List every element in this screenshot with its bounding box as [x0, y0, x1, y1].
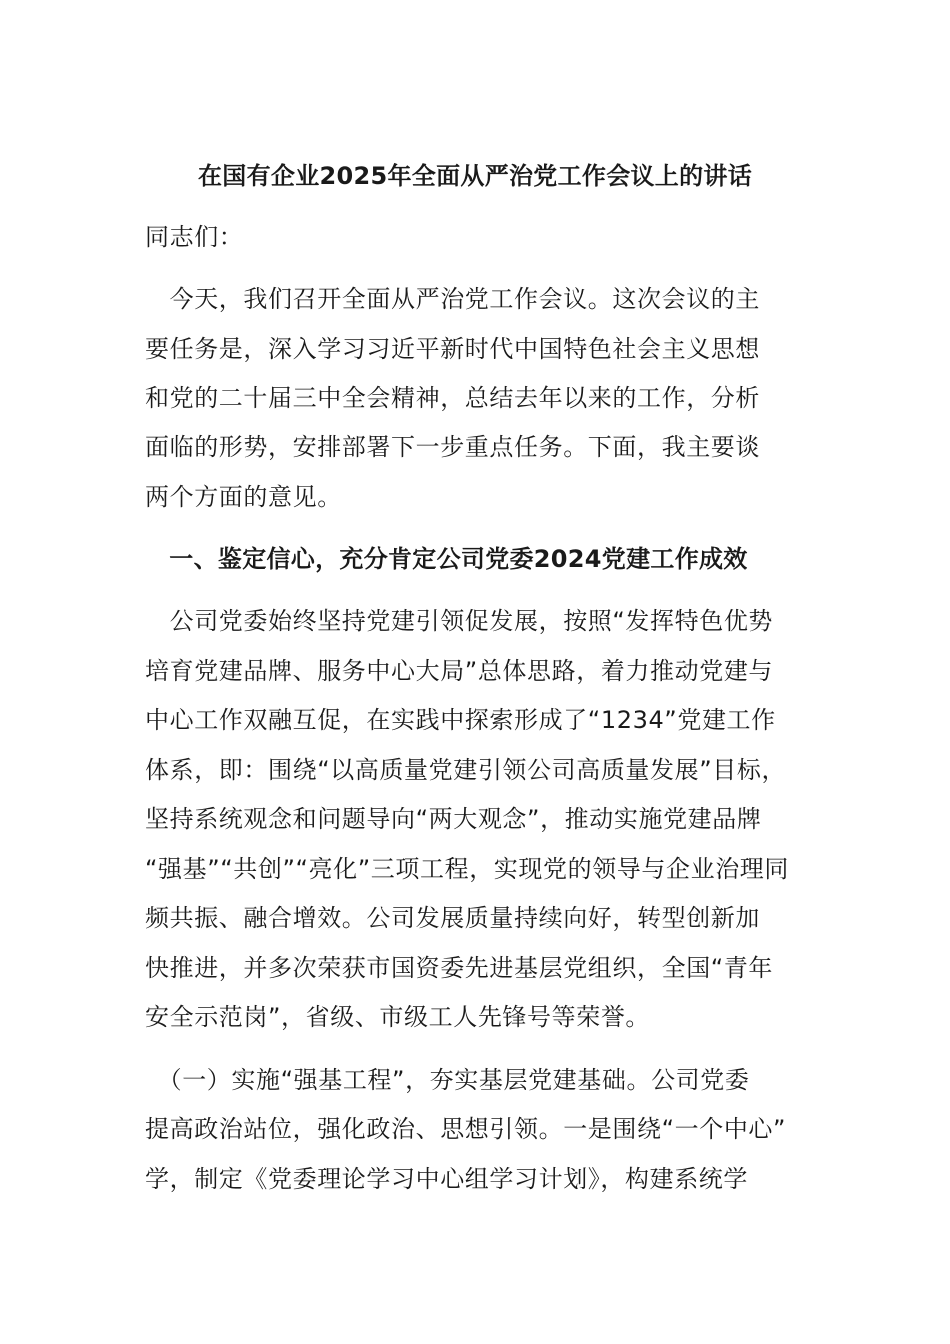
- intro-line: 和党的二十届三中全会精神，总结去年以来的工作，分析: [145, 384, 760, 412]
- intro-line: 要任务是，深入学习习近平新时代中国特色社会主义思想: [145, 335, 760, 363]
- intro-line: 今天，我们召开全面从严治党工作会议。这次会议的主: [145, 285, 760, 313]
- subsection1-line: 学，制定《党委理论学习中心组学习计划》，构建系统学: [145, 1165, 748, 1193]
- section1-line: 公司党委始终坚持党建引领促发展，按照“发挥特色优势: [145, 607, 774, 635]
- section1-line: 中心工作双融互促，在实践中探索形成了“1234”党建工作: [145, 706, 776, 734]
- section1-line: 安全示范岗”，省级、市级工人先锋号等荣誉。: [145, 1003, 651, 1031]
- section1-line: 培育党建品牌、服务中心大局”总体思路，着力推动党建与: [145, 657, 774, 685]
- section1-line: “强基”“共创”“亮化”三项工程，实现党的领导与企业治理同: [145, 855, 789, 883]
- section1-line: 频共振、融合增效。公司发展质量持续向好，转型创新加: [145, 904, 760, 932]
- document-title: 在国有企业2025年全面从严治党工作会议上的讲话: [198, 162, 752, 190]
- section1-line: 快推进，并多次荣获市国资委先进基层党组织，全国“青年: [145, 954, 774, 982]
- subsection1-line: （一）实施“强基工程”，夯实基层党建基础。公司党委: [145, 1066, 750, 1094]
- intro-line: 面临的形势，安排部署下一步重点任务。下面，我主要谈: [145, 433, 760, 461]
- intro-line: 两个方面的意见。: [145, 483, 342, 511]
- salutation: 同志们：: [145, 223, 244, 251]
- section1-line: 坚持系统观念和问题导向“两大观念”，推动实施党建品牌: [145, 805, 762, 833]
- subsection1-line: 提高政治站位，强化政治、思想引领。一是围绕“一个中心”: [145, 1115, 787, 1143]
- section1-line: 体系，即：围绕“以高质量党建引领公司高质量发展”目标，: [145, 756, 787, 784]
- section-heading: 一、鉴定信心，充分肯定公司党委2024党建工作成效: [145, 545, 748, 573]
